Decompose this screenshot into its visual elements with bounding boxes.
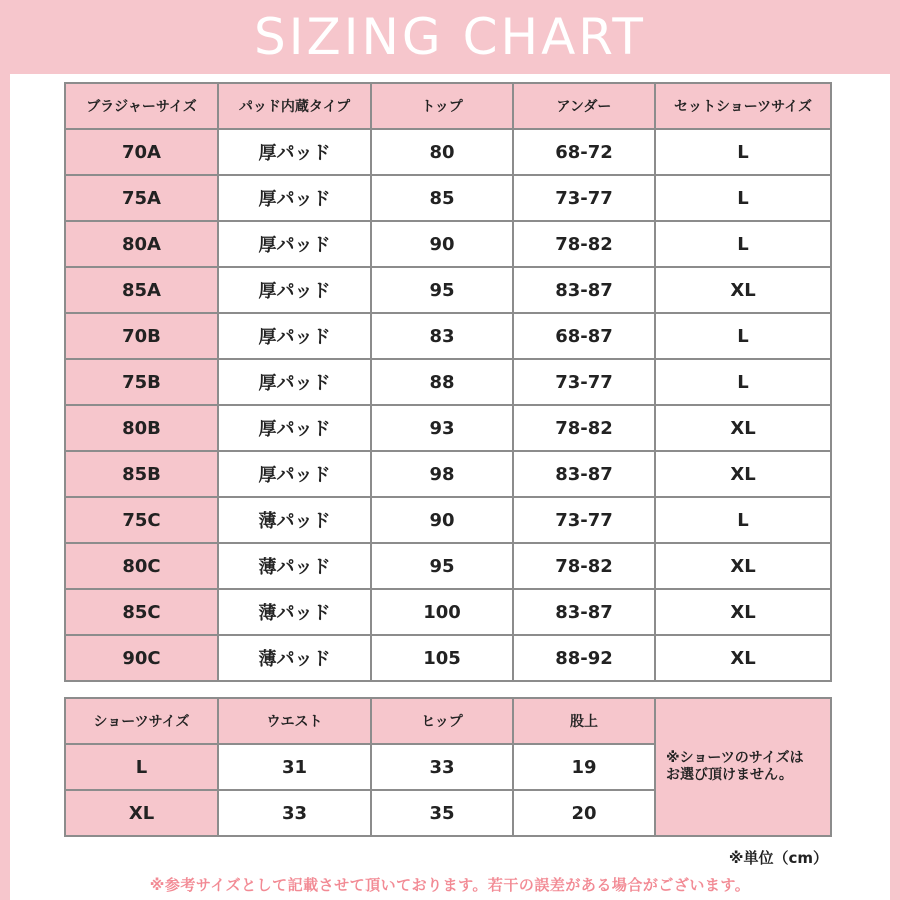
- header-rise: 股上: [513, 698, 655, 744]
- under-cell: 68-87: [513, 313, 655, 359]
- under-cell: 88-92: [513, 635, 655, 681]
- disclaimer-text: ※参考サイズとして記載させて頂いております。若干の誤差がある場合がございます。: [149, 876, 751, 894]
- bra-size-cell: 85C: [65, 589, 218, 635]
- under-cell: 78-82: [513, 221, 655, 267]
- top-cell: 98: [371, 451, 513, 497]
- set-shorts-size-cell: L: [655, 497, 831, 543]
- header-hip: ヒップ: [371, 698, 513, 744]
- shorts-note-line-1: ※ショーツのサイズは: [666, 750, 804, 766]
- header-set-shorts-size: セットショーツサイズ: [655, 83, 831, 129]
- hip-cell: 33: [371, 744, 513, 790]
- under-cell: 83-87: [513, 267, 655, 313]
- bra-table-row: [65, 267, 831, 313]
- set-shorts-size-cell: XL: [655, 405, 831, 451]
- pad-type-cell: 薄パッド: [218, 543, 371, 589]
- header-under: アンダー: [513, 83, 655, 129]
- header-bra-size: ブラジャーサイズ: [65, 83, 218, 129]
- set-shorts-size-cell: XL: [655, 589, 831, 635]
- top-cell: 88: [371, 359, 513, 405]
- pad-type-cell: 薄パッド: [218, 635, 371, 681]
- top-cell: 90: [371, 221, 513, 267]
- bra-size-cell: 75C: [65, 497, 218, 543]
- bra-size-cell: 75A: [65, 175, 218, 221]
- pad-type-cell: 厚パッド: [218, 359, 371, 405]
- bra-size-cell: 75B: [65, 359, 218, 405]
- shorts-table-header-row: [65, 698, 831, 744]
- header-waist: ウエスト: [218, 698, 371, 744]
- waist-cell: 31: [218, 744, 371, 790]
- under-cell: 78-82: [513, 405, 655, 451]
- rise-cell: 19: [513, 744, 655, 790]
- set-shorts-size-cell: L: [655, 175, 831, 221]
- bra-table-row: [65, 129, 831, 175]
- shorts-size-cell: L: [65, 744, 218, 790]
- set-shorts-size-cell: L: [655, 313, 831, 359]
- bra-size-cell: 80B: [65, 405, 218, 451]
- pad-type-cell: 厚パッド: [218, 405, 371, 451]
- header-pad-type: パッド内蔵タイプ: [218, 83, 371, 129]
- pad-type-cell: 厚パッド: [218, 313, 371, 359]
- bra-table-row: [65, 221, 831, 267]
- under-cell: 68-72: [513, 129, 655, 175]
- hip-cell: 35: [371, 790, 513, 836]
- under-cell: 83-87: [513, 589, 655, 635]
- top-cell: 80: [371, 129, 513, 175]
- bra-size-cell: 90C: [65, 635, 218, 681]
- shorts-note: [655, 698, 831, 836]
- pad-type-cell: 厚パッド: [218, 129, 371, 175]
- unit-note: ※単位（cm）: [728, 849, 828, 867]
- top-cell: 90: [371, 497, 513, 543]
- bra-size-cell: 85B: [65, 451, 218, 497]
- under-cell: 73-77: [513, 497, 655, 543]
- bra-size-cell: 70B: [65, 313, 218, 359]
- set-shorts-size-cell: XL: [655, 543, 831, 589]
- top-cell: 95: [371, 267, 513, 313]
- pad-type-cell: 薄パッド: [218, 497, 371, 543]
- top-cell: 100: [371, 589, 513, 635]
- bra-table-row: [65, 313, 831, 359]
- set-shorts-size-cell: XL: [655, 267, 831, 313]
- top-cell: 83: [371, 313, 513, 359]
- bra-size-cell: 85A: [65, 267, 218, 313]
- shorts-size-table: [64, 697, 832, 837]
- waist-cell: 33: [218, 790, 371, 836]
- bra-table-row: [65, 175, 831, 221]
- bra-table-row: [65, 589, 831, 635]
- bra-size-cell: 80C: [65, 543, 218, 589]
- rise-cell: 20: [513, 790, 655, 836]
- set-shorts-size-cell: L: [655, 221, 831, 267]
- pad-type-cell: 薄パッド: [218, 589, 371, 635]
- bra-table-row: [65, 405, 831, 451]
- under-cell: 83-87: [513, 451, 655, 497]
- shorts-note-line-2: お選び頂けません。: [666, 767, 793, 783]
- set-shorts-size-cell: XL: [655, 451, 831, 497]
- bra-table-header-row: [65, 83, 831, 129]
- under-cell: 73-77: [513, 175, 655, 221]
- title-banner: [0, 0, 900, 74]
- pad-type-cell: 厚パッド: [218, 267, 371, 313]
- bra-size-table: [64, 82, 832, 682]
- pad-type-cell: 厚パッド: [218, 221, 371, 267]
- bra-table-row: [65, 359, 831, 405]
- pad-type-cell: 厚パッド: [218, 175, 371, 221]
- page-title: SIZING CHART: [254, 8, 646, 66]
- set-shorts-size-cell: XL: [655, 635, 831, 681]
- bra-size-cell: 80A: [65, 221, 218, 267]
- bra-size-cell: 70A: [65, 129, 218, 175]
- top-cell: 85: [371, 175, 513, 221]
- page-frame-left: [0, 74, 10, 900]
- top-cell: 93: [371, 405, 513, 451]
- bra-table-row: [65, 635, 831, 681]
- under-cell: 73-77: [513, 359, 655, 405]
- pad-type-cell: 厚パッド: [218, 451, 371, 497]
- top-cell: 105: [371, 635, 513, 681]
- set-shorts-size-cell: L: [655, 129, 831, 175]
- header-shorts-size: ショーツサイズ: [65, 698, 218, 744]
- bra-table-row: [65, 451, 831, 497]
- bra-table-row: [65, 543, 831, 589]
- bra-table-row: [65, 497, 831, 543]
- top-cell: 95: [371, 543, 513, 589]
- set-shorts-size-cell: L: [655, 359, 831, 405]
- under-cell: 78-82: [513, 543, 655, 589]
- shorts-size-cell: XL: [65, 790, 218, 836]
- header-top: トップ: [371, 83, 513, 129]
